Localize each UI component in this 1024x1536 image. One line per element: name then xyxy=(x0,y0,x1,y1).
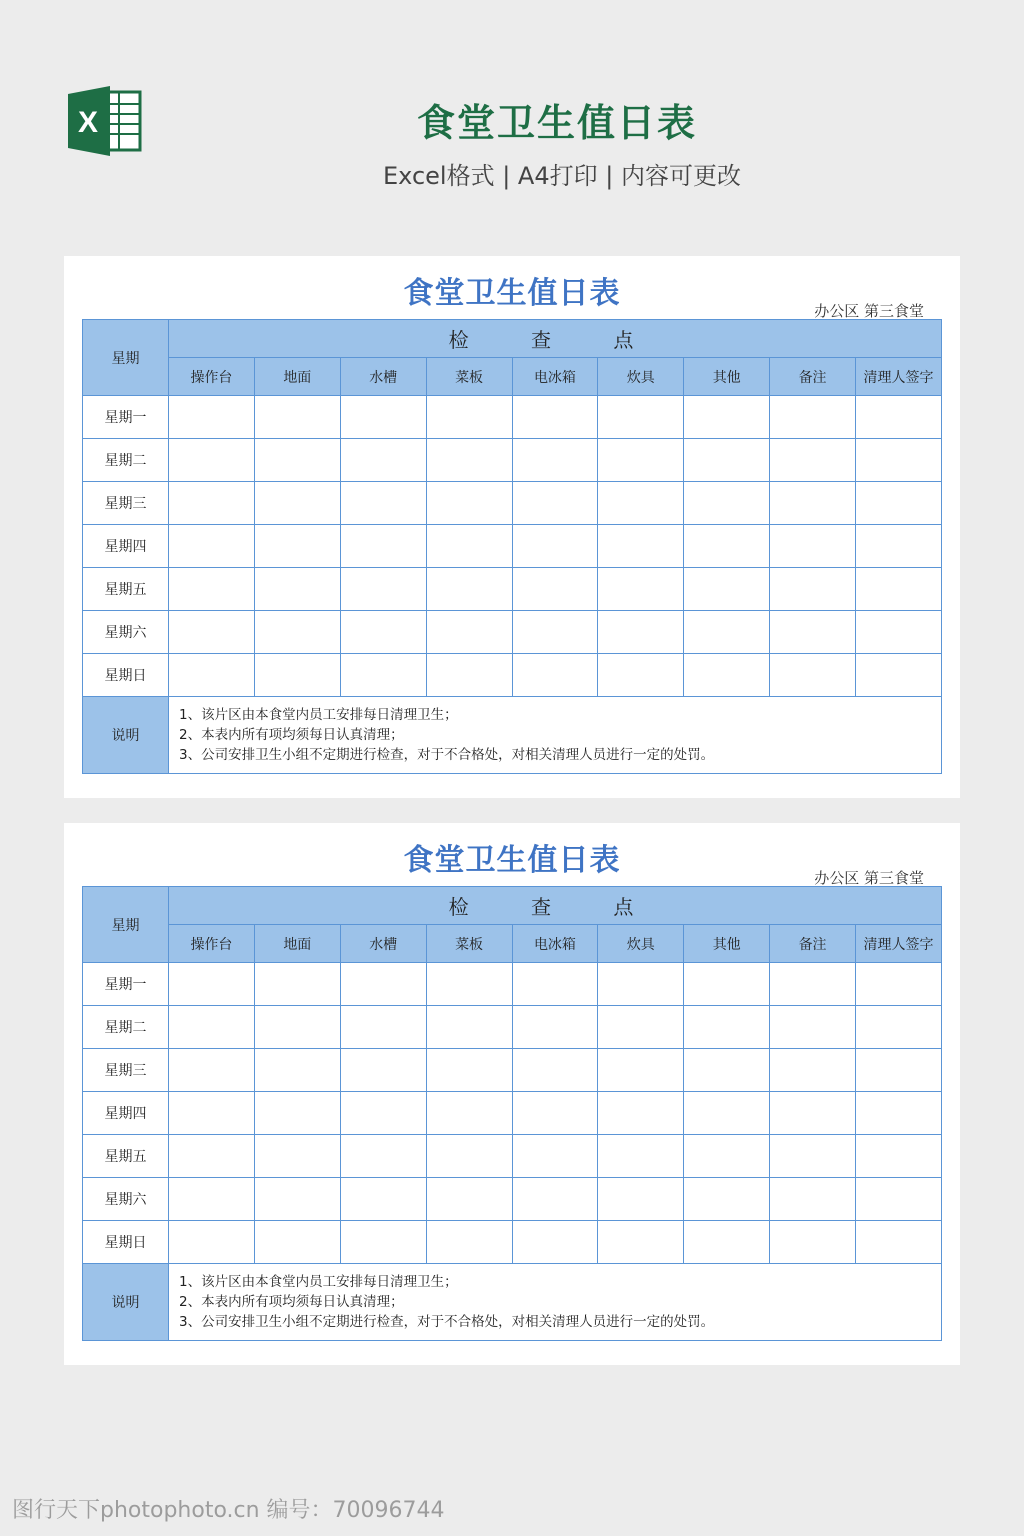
entry-cell[interactable] xyxy=(169,963,255,1006)
entry-cell[interactable] xyxy=(770,568,856,611)
col-day-header: 星期 xyxy=(83,320,169,396)
entry-cell[interactable] xyxy=(340,482,426,525)
entry-cell[interactable] xyxy=(770,1049,856,1092)
entry-cell[interactable] xyxy=(598,396,684,439)
table-row xyxy=(83,1221,942,1264)
entry-cell[interactable] xyxy=(512,654,598,697)
entry-cell[interactable] xyxy=(770,963,856,1006)
entry-cell[interactable] xyxy=(426,1092,512,1135)
entry-cell[interactable] xyxy=(856,963,942,1006)
sheet-title: 食堂卫生值日表 xyxy=(403,843,621,878)
day-label: 星期六 xyxy=(83,611,169,654)
entry-cell[interactable] xyxy=(856,439,942,482)
entry-cell[interactable] xyxy=(512,611,598,654)
entry-cell[interactable] xyxy=(426,439,512,482)
col-header: 水槽 xyxy=(340,358,426,396)
entry-cell[interactable] xyxy=(856,568,942,611)
col-day-header: 星期 xyxy=(83,887,169,963)
entry-cell[interactable] xyxy=(169,1135,255,1178)
col-header: 其他 xyxy=(684,358,770,396)
entry-cell[interactable] xyxy=(598,963,684,1006)
entry-cell[interactable] xyxy=(426,611,512,654)
entry-cell[interactable] xyxy=(169,1092,255,1135)
col-header: 菜板 xyxy=(426,358,512,396)
entry-cell[interactable] xyxy=(254,1006,340,1049)
entry-cell[interactable] xyxy=(770,611,856,654)
duty-sheet-1 xyxy=(64,256,960,798)
entry-cell[interactable] xyxy=(426,568,512,611)
entry-cell[interactable] xyxy=(684,1178,770,1221)
table-row xyxy=(83,1135,942,1178)
table-row xyxy=(83,963,942,1006)
table-row xyxy=(83,1092,942,1135)
entry-cell[interactable] xyxy=(512,525,598,568)
entry-cell[interactable] xyxy=(340,439,426,482)
sheet-title: 食堂卫生值日表 xyxy=(403,276,621,311)
entry-cell[interactable] xyxy=(340,611,426,654)
entry-cell[interactable] xyxy=(169,525,255,568)
entry-cell[interactable] xyxy=(770,1178,856,1221)
entry-cell[interactable] xyxy=(512,568,598,611)
page-title: 食堂卫生值日表 xyxy=(416,101,697,145)
entry-cell[interactable] xyxy=(340,568,426,611)
entry-cell[interactable] xyxy=(856,482,942,525)
entry-cell[interactable] xyxy=(254,396,340,439)
entry-cell[interactable] xyxy=(770,1135,856,1178)
entry-cell[interactable] xyxy=(598,568,684,611)
entry-cell[interactable] xyxy=(598,525,684,568)
notes-label: 说明 xyxy=(83,1264,169,1341)
day-label: 星期三 xyxy=(83,1049,169,1092)
note-line: 3、公司安排卫生小组不定期进行检查，对于不合格处，对相关清理人员进行一定的处罚。 xyxy=(179,1314,715,1330)
sheet-location: 办公区 第三食堂 xyxy=(814,302,924,320)
entry-cell[interactable] xyxy=(340,1178,426,1221)
entry-cell[interactable] xyxy=(598,1178,684,1221)
entry-cell[interactable] xyxy=(684,611,770,654)
entry-cell[interactable] xyxy=(340,1006,426,1049)
table-row xyxy=(83,482,942,525)
col-header: 操作台 xyxy=(169,925,255,963)
entry-cell[interactable] xyxy=(426,1221,512,1264)
duty-table xyxy=(82,886,942,1341)
entry-cell[interactable] xyxy=(254,568,340,611)
duty-sheet-2 xyxy=(64,823,960,1365)
entry-cell[interactable] xyxy=(340,1221,426,1264)
entry-cell[interactable] xyxy=(512,963,598,1006)
col-header: 炊具 xyxy=(598,358,684,396)
entry-cell[interactable] xyxy=(254,1135,340,1178)
entry-cell[interactable] xyxy=(684,1006,770,1049)
table-row xyxy=(83,396,942,439)
entry-cell[interactable] xyxy=(426,963,512,1006)
note-line: 2、本表内所有项均须每日认真清理； xyxy=(179,727,404,743)
entry-cell[interactable] xyxy=(856,1178,942,1221)
day-label: 星期一 xyxy=(83,963,169,1006)
entry-cell[interactable] xyxy=(856,525,942,568)
entry-cell[interactable] xyxy=(770,1221,856,1264)
entry-cell[interactable] xyxy=(340,396,426,439)
entry-cell[interactable] xyxy=(169,439,255,482)
notes-cell xyxy=(169,1264,942,1341)
entry-cell[interactable] xyxy=(426,396,512,439)
col-header: 电冰箱 xyxy=(512,358,598,396)
col-header: 水槽 xyxy=(340,925,426,963)
check-points-header: 检 查 点 xyxy=(169,320,942,358)
entry-cell[interactable] xyxy=(169,568,255,611)
entry-cell[interactable] xyxy=(684,963,770,1006)
entry-cell[interactable] xyxy=(770,396,856,439)
col-header: 电冰箱 xyxy=(512,925,598,963)
entry-cell[interactable] xyxy=(254,1221,340,1264)
duty-table xyxy=(82,319,942,774)
entry-cell[interactable] xyxy=(512,1049,598,1092)
entry-cell[interactable] xyxy=(684,654,770,697)
col-header: 操作台 xyxy=(169,358,255,396)
entry-cell[interactable] xyxy=(512,1092,598,1135)
table-row xyxy=(83,1049,942,1092)
svg-text:X: X xyxy=(77,106,99,139)
col-header: 菜板 xyxy=(426,925,512,963)
entry-cell[interactable] xyxy=(340,963,426,1006)
entry-cell[interactable] xyxy=(770,1092,856,1135)
entry-cell[interactable] xyxy=(426,654,512,697)
entry-cell[interactable] xyxy=(254,1092,340,1135)
entry-cell[interactable] xyxy=(856,1221,942,1264)
table-row xyxy=(83,1178,942,1221)
notes-cell xyxy=(169,697,942,774)
entry-cell[interactable] xyxy=(684,396,770,439)
note-line: 1、该片区由本食堂内员工安排每日清理卫生； xyxy=(179,707,458,723)
entry-cell[interactable] xyxy=(254,963,340,1006)
col-header: 备注 xyxy=(770,925,856,963)
entry-cell[interactable] xyxy=(169,654,255,697)
entry-cell[interactable] xyxy=(254,611,340,654)
entry-cell[interactable] xyxy=(169,396,255,439)
entry-cell[interactable] xyxy=(684,1221,770,1264)
entry-cell[interactable] xyxy=(598,1006,684,1049)
entry-cell[interactable] xyxy=(770,482,856,525)
entry-cell[interactable] xyxy=(856,1006,942,1049)
check-points-header: 检 查 点 xyxy=(169,887,942,925)
col-header: 炊具 xyxy=(598,925,684,963)
note-line: 1、该片区由本食堂内员工安排每日清理卫生； xyxy=(179,1274,458,1290)
entry-cell[interactable] xyxy=(512,1135,598,1178)
table-row xyxy=(83,439,942,482)
entry-cell[interactable] xyxy=(426,482,512,525)
col-header: 清理人签字 xyxy=(856,358,942,396)
entry-cell[interactable] xyxy=(426,1178,512,1221)
col-header: 清理人签字 xyxy=(856,925,942,963)
table-row xyxy=(83,525,942,568)
entry-cell[interactable] xyxy=(512,1221,598,1264)
day-label: 星期四 xyxy=(83,1092,169,1135)
day-label: 星期四 xyxy=(83,525,169,568)
table-row xyxy=(83,568,942,611)
entry-cell[interactable] xyxy=(254,482,340,525)
day-label: 星期五 xyxy=(83,568,169,611)
entry-cell[interactable] xyxy=(169,1006,255,1049)
entry-cell[interactable] xyxy=(169,1178,255,1221)
day-label: 星期五 xyxy=(83,1135,169,1178)
entry-cell[interactable] xyxy=(598,1049,684,1092)
entry-cell[interactable] xyxy=(598,439,684,482)
sheet-location: 办公区 第三食堂 xyxy=(814,869,924,887)
day-label: 星期日 xyxy=(83,654,169,697)
col-header: 备注 xyxy=(770,358,856,396)
entry-cell[interactable] xyxy=(254,439,340,482)
note-line: 3、公司安排卫生小组不定期进行检查，对于不合格处，对相关清理人员进行一定的处罚。 xyxy=(179,747,715,763)
entry-cell[interactable] xyxy=(169,1221,255,1264)
entry-cell[interactable] xyxy=(856,1092,942,1135)
entry-cell[interactable] xyxy=(770,525,856,568)
entry-cell[interactable] xyxy=(598,611,684,654)
day-label: 星期三 xyxy=(83,482,169,525)
entry-cell[interactable] xyxy=(340,525,426,568)
entry-cell[interactable] xyxy=(684,525,770,568)
entry-cell[interactable] xyxy=(856,1135,942,1178)
entry-cell[interactable] xyxy=(426,1135,512,1178)
col-header: 地面 xyxy=(254,358,340,396)
entry-cell[interactable] xyxy=(598,1135,684,1178)
entry-cell[interactable] xyxy=(598,1221,684,1264)
col-header: 地面 xyxy=(254,925,340,963)
entry-cell[interactable] xyxy=(512,482,598,525)
entry-cell[interactable] xyxy=(684,439,770,482)
entry-cell[interactable] xyxy=(254,1049,340,1092)
entry-cell[interactable] xyxy=(254,525,340,568)
entry-cell[interactable] xyxy=(856,611,942,654)
entry-cell[interactable] xyxy=(598,654,684,697)
entry-cell[interactable] xyxy=(770,439,856,482)
day-label: 星期六 xyxy=(83,1178,169,1221)
entry-cell[interactable] xyxy=(426,525,512,568)
entry-cell[interactable] xyxy=(169,611,255,654)
entry-cell[interactable] xyxy=(598,482,684,525)
day-label: 星期日 xyxy=(83,1221,169,1264)
day-label: 星期一 xyxy=(83,396,169,439)
table-row xyxy=(83,654,942,697)
day-label: 星期二 xyxy=(83,439,169,482)
entry-cell[interactable] xyxy=(340,1092,426,1135)
entry-cell[interactable] xyxy=(684,1049,770,1092)
entry-cell[interactable] xyxy=(340,1049,426,1092)
entry-cell[interactable] xyxy=(512,1178,598,1221)
entry-cell[interactable] xyxy=(340,1135,426,1178)
entry-cell[interactable] xyxy=(254,1178,340,1221)
table-row xyxy=(83,611,942,654)
entry-cell[interactable] xyxy=(254,654,340,697)
col-header: 其他 xyxy=(684,925,770,963)
entry-cell[interactable] xyxy=(426,1006,512,1049)
watermark: 图行天下photophoto.cn 编号：70096744 xyxy=(12,1498,445,1523)
note-line: 2、本表内所有项均须每日认真清理； xyxy=(179,1294,404,1310)
page-subtitle: Excel格式 | A4打印 | 内容可更改 xyxy=(383,162,741,190)
entry-cell[interactable] xyxy=(512,396,598,439)
entry-cell[interactable] xyxy=(512,439,598,482)
entry-cell[interactable] xyxy=(684,1135,770,1178)
entry-cell[interactable] xyxy=(340,654,426,697)
table-row xyxy=(83,1006,942,1049)
entry-cell[interactable] xyxy=(426,1049,512,1092)
entry-cell[interactable] xyxy=(856,654,942,697)
entry-cell[interactable] xyxy=(856,1049,942,1092)
entry-cell[interactable] xyxy=(169,482,255,525)
notes-label: 说明 xyxy=(83,697,169,774)
entry-cell[interactable] xyxy=(856,396,942,439)
entry-cell[interactable] xyxy=(770,1006,856,1049)
entry-cell[interactable] xyxy=(684,568,770,611)
entry-cell[interactable] xyxy=(169,1049,255,1092)
day-label: 星期二 xyxy=(83,1006,169,1049)
entry-cell[interactable] xyxy=(770,654,856,697)
entry-cell[interactable] xyxy=(598,1092,684,1135)
entry-cell[interactable] xyxy=(512,1006,598,1049)
entry-cell[interactable] xyxy=(684,482,770,525)
entry-cell[interactable] xyxy=(684,1092,770,1135)
